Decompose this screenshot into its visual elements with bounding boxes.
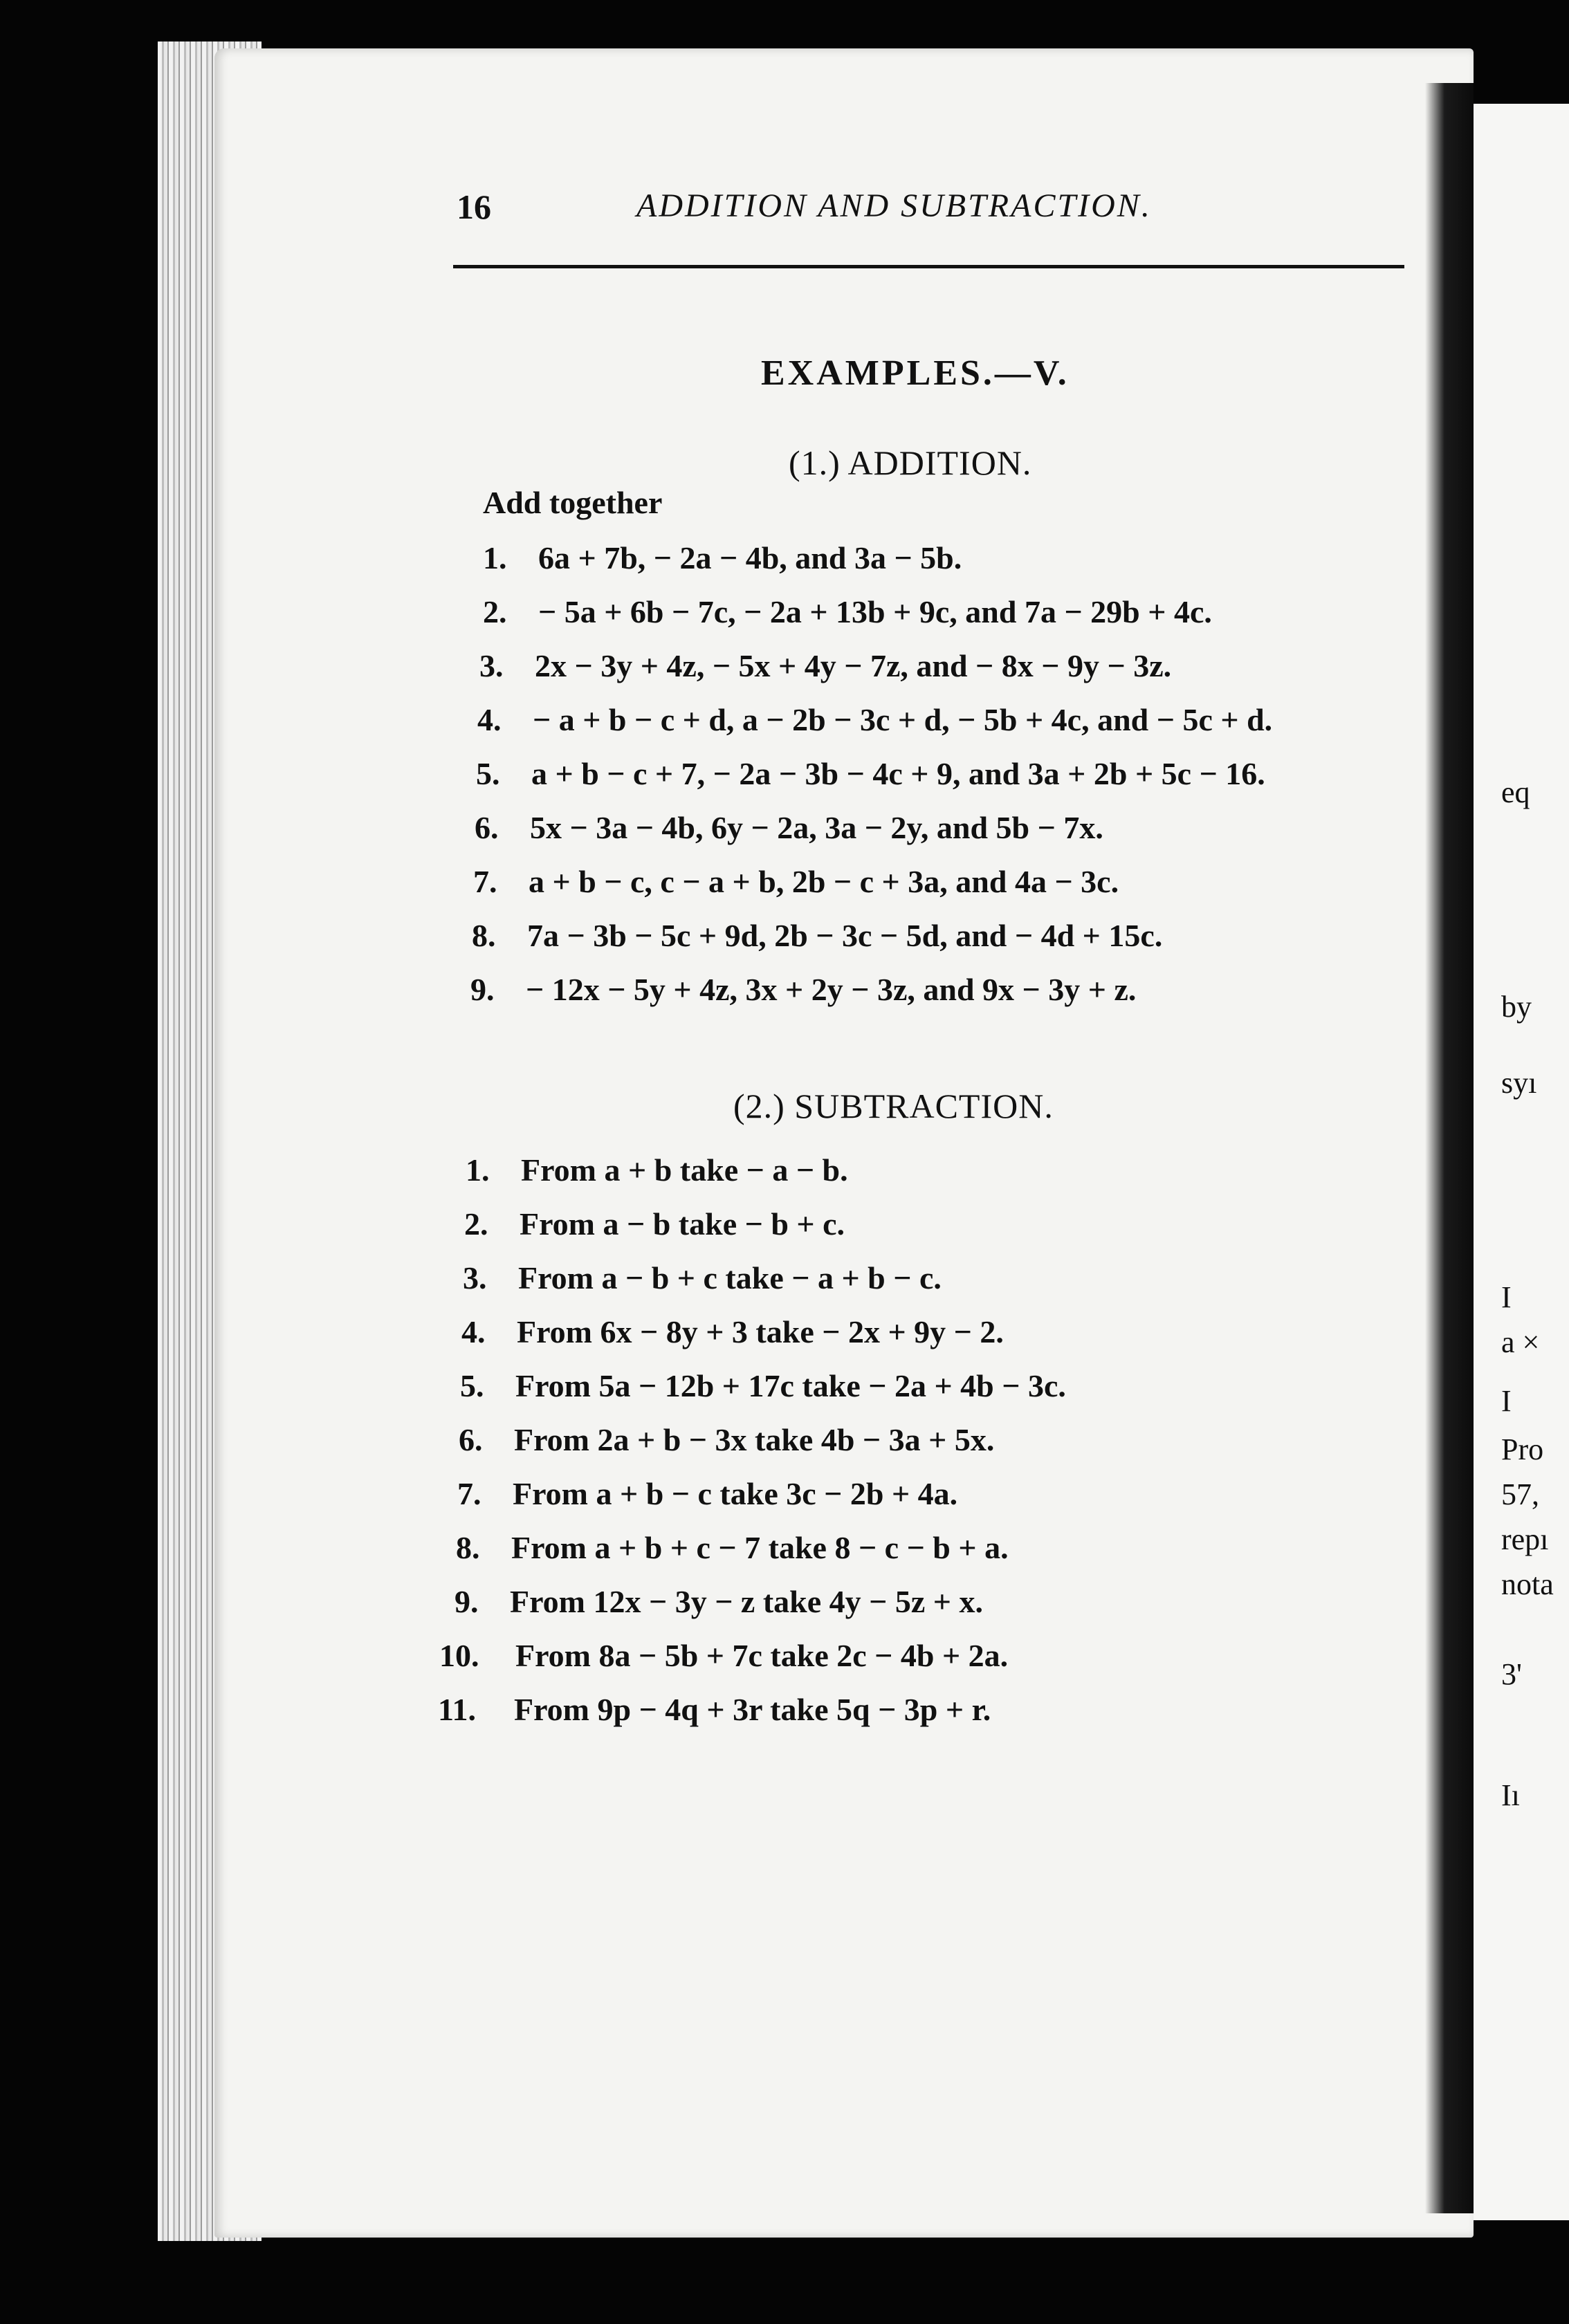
adjacent-fragment: I xyxy=(1501,1384,1512,1418)
spine-shadow xyxy=(1425,83,1474,2213)
adjacent-fragment: eq xyxy=(1501,775,1530,809)
item-expression: From 12x − 3y − z take 4y − 5z + x. xyxy=(510,1584,984,1619)
adjacent-fragment: Iı xyxy=(1501,1778,1520,1812)
adjacent-fragment: a × xyxy=(1501,1325,1540,1359)
item-number: 2. xyxy=(464,1206,488,1242)
running-head xyxy=(457,187,1411,242)
list-item xyxy=(461,1313,1004,1350)
examples-title: EXAMPLES.—V. xyxy=(761,353,1070,393)
item-expression: − a + b − c + d, a − 2b − 3c + d, − 5b + 4c, and − 5c + d. xyxy=(533,702,1273,737)
item-expression: 5x − 3a − 4b, 6y − 2a, 3a − 2y, and 5b − 7x. xyxy=(530,810,1103,845)
item-number: 6. xyxy=(475,810,499,845)
item-expression: a + b − c + 7, − 2a − 3b − 4c + 9, and 3a + 2b + 5c − 16. xyxy=(531,756,1265,791)
list-item xyxy=(477,701,1272,738)
item-number: 9. xyxy=(455,1584,479,1619)
adjacent-page xyxy=(1474,104,1569,2220)
item-number: 1. xyxy=(483,540,507,575)
list-item xyxy=(463,1260,942,1296)
list-item xyxy=(464,1206,845,1242)
header-rule xyxy=(453,265,1404,268)
item-number: 9. xyxy=(470,972,495,1007)
item-expression: From a − b + c take − a + b − c. xyxy=(518,1260,942,1295)
list-item xyxy=(439,1637,1008,1674)
adjacent-fragment: I xyxy=(1501,1280,1512,1314)
item-expression: From 5a − 12b + 17c take − 2a + 4b − 3c. xyxy=(515,1368,1066,1403)
item-expression: From 9p − 4q + 3r take 5q − 3p + r. xyxy=(514,1692,991,1727)
item-number: 8. xyxy=(472,918,496,953)
addition-intro: Add together xyxy=(483,485,663,520)
item-expression: From a + b − c take 3c − 2b + 4a. xyxy=(513,1476,958,1511)
item-number: 5. xyxy=(476,756,500,791)
item-number: 4. xyxy=(461,1314,486,1349)
list-item xyxy=(473,863,1119,900)
item-number: 6. xyxy=(459,1422,483,1457)
item-expression: 2x − 3y + 4z, − 5x + 4y − 7z, and − 8x − 9y − 3z. xyxy=(535,648,1172,683)
adjacent-fragment: by xyxy=(1501,990,1532,1024)
item-number: 2. xyxy=(483,594,507,629)
item-expression: From a − b take − b + c. xyxy=(520,1206,845,1242)
list-item xyxy=(476,755,1265,792)
item-expression: From 2a + b − 3x take 4b − 3a + 5x. xyxy=(514,1422,995,1457)
list-item xyxy=(460,1367,1066,1404)
list-item xyxy=(466,1152,848,1188)
item-number: 5. xyxy=(460,1368,484,1403)
list-item xyxy=(459,1421,994,1458)
adjacent-fragment: Pro xyxy=(1501,1432,1544,1466)
item-expression: From 6x − 8y + 3 take − 2x + 9y − 2. xyxy=(517,1314,1004,1349)
list-item xyxy=(456,1529,1009,1566)
item-expression: 7a − 3b − 5c + 9d, 2b − 3c − 5d, and − 4d + 15c. xyxy=(527,918,1163,953)
list-item xyxy=(472,917,1162,954)
adjacent-fragment: syı xyxy=(1501,1066,1537,1100)
item-number: 8. xyxy=(456,1530,480,1565)
adjacent-fragment: repı xyxy=(1501,1522,1549,1556)
item-expression: − 5a + 6b − 7c, − 2a + 13b + 9c, and 7a − 29b + 4c. xyxy=(538,594,1212,629)
running-title: ADDITION AND SUBTRACTION. xyxy=(636,187,1152,224)
addition-title: (1.) ADDITION. xyxy=(789,443,1032,482)
item-number: 7. xyxy=(473,864,497,899)
item-expression: From a + b take − a − b. xyxy=(521,1152,848,1188)
list-item xyxy=(455,1583,983,1620)
list-item xyxy=(457,1475,957,1512)
list-item xyxy=(470,971,1136,1008)
item-number: 3. xyxy=(479,648,504,683)
list-item xyxy=(479,647,1171,684)
list-item xyxy=(475,809,1103,846)
item-expression: − 12x − 5y + 4z, 3x + 2y − 3z, and 9x − 3y + z. xyxy=(526,972,1137,1007)
list-item xyxy=(438,1691,991,1728)
page-number: 16 xyxy=(457,187,491,226)
item-number: 10. xyxy=(439,1638,479,1673)
item-expression: From a + b + c − 7 take 8 − c − b + a. xyxy=(511,1530,1009,1565)
list-item xyxy=(483,540,962,576)
item-number: 7. xyxy=(457,1476,481,1511)
item-number: 1. xyxy=(466,1152,490,1188)
item-number: 11. xyxy=(438,1692,476,1727)
item-expression: a + b − c, c − a + b, 2b − c + 3a, and 4a − 3c. xyxy=(529,864,1119,899)
adjacent-fragment: 57, xyxy=(1501,1477,1539,1511)
list-item xyxy=(483,593,1212,630)
adjacent-fragment: nota xyxy=(1501,1567,1554,1601)
adjacent-fragment: 3' xyxy=(1501,1657,1522,1691)
item-number: 3. xyxy=(463,1260,487,1295)
item-expression: From 8a − 5b + 7c take 2c − 4b + 2a. xyxy=(515,1638,1009,1673)
item-expression: 6a + 7b, − 2a − 4b, and 3a − 5b. xyxy=(538,540,962,575)
subtraction-title: (2.) SUBTRACTION. xyxy=(733,1087,1054,1125)
item-number: 4. xyxy=(477,702,502,737)
